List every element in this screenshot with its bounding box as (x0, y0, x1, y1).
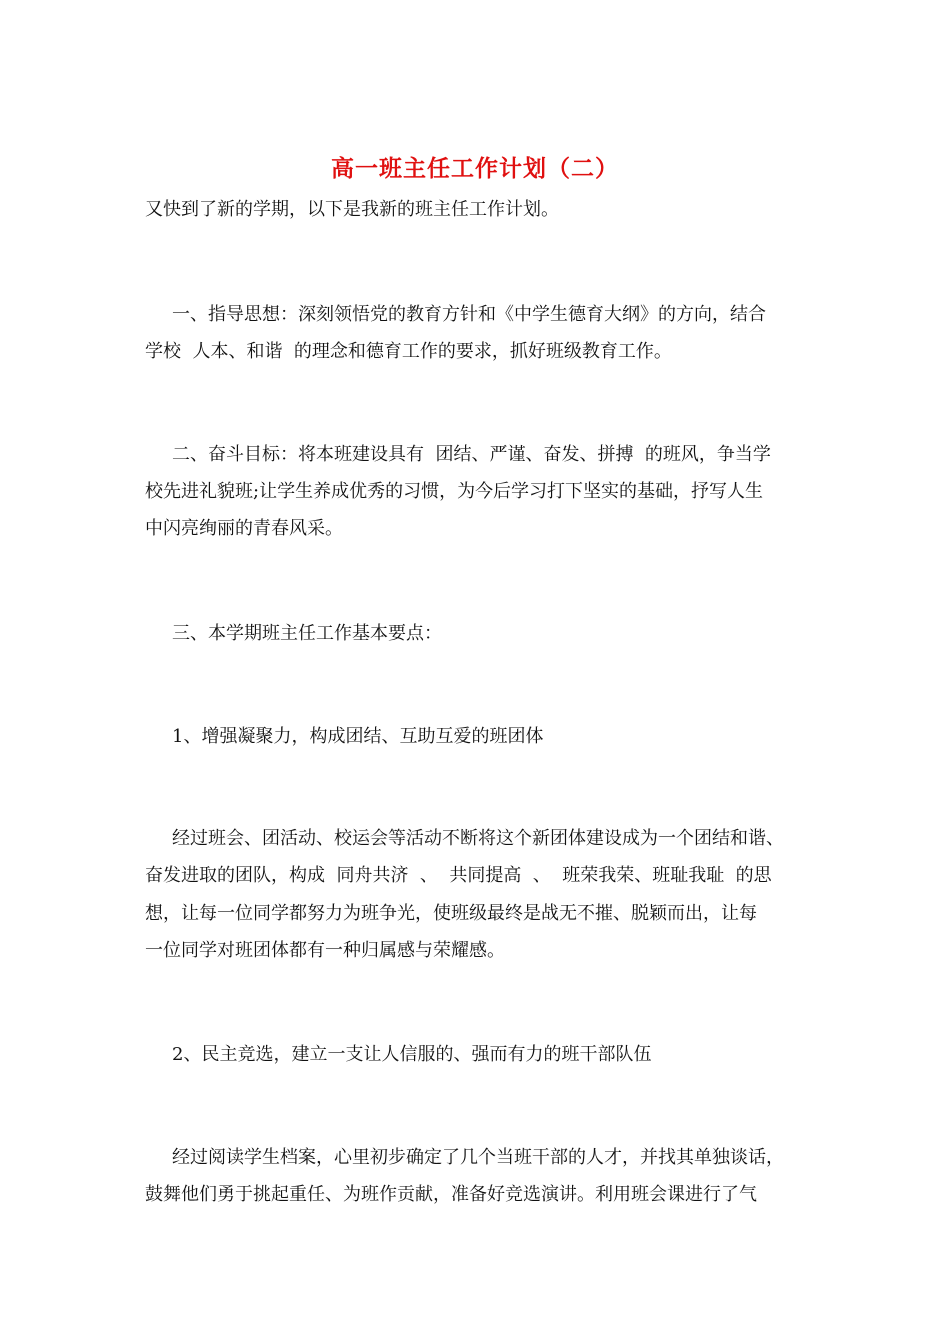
section2-line: 中闪亮绚丽的青春风采。 (145, 518, 343, 539)
section2-line: 校先进礼貌班;让学生养成优秀的习惯，为今后学习打下坚实的基础，抒写人生 (145, 481, 764, 502)
point2-line: 经过阅读学生档案，心里初步确定了几个当班干部的人才，并找其单独谈话， (172, 1147, 784, 1168)
section3-heading: 三、本学期班主任工作基本要点： (172, 623, 442, 644)
point1-line: 一位同学对班团体都有一种归属感与荣耀感。 (145, 940, 505, 961)
section1-line: 学校 人本、和谐 的理念和德育工作的要求，抓好班级教育工作。 (145, 341, 672, 362)
point2-heading: 2、民主竞选，建立一支让人信服的、强而有力的班干部队伍 (172, 1044, 652, 1065)
point1-line: 想，让每一位同学都努力为班争光，使班级最终是战无不摧、脱颖而出，让每 (145, 903, 757, 924)
point1-heading: 1、增强凝聚力，构成团结、互助互爱的班团体 (172, 726, 544, 747)
section1-line: 一、指导思想：深刻领悟党的教育方针和《中学生德育大纲》的方向，结合 (172, 304, 766, 325)
point1-line: 奋发进取的团队，构成 同舟共济 、 共同提高 、 班荣我荣、班耻我耻 的思 (145, 865, 772, 886)
point2-line: 鼓舞他们勇于挑起重任、为班作贡献，准备好竞选演讲。利用班会课进行了气 (145, 1184, 757, 1205)
intro-text: 又快到了新的学期，以下是我新的班主任工作计划。 (145, 199, 559, 220)
document-title: 高一班主任工作计划（二） (331, 155, 619, 182)
section2-line: 二、奋斗目标：将本班建设具有 团结、严谨、奋发、拼搏 的班风，争当学 (172, 444, 771, 465)
point1-line: 经过班会、团活动、校运会等活动不断将这个新团体建设成为一个团结和谐、 (172, 828, 784, 849)
